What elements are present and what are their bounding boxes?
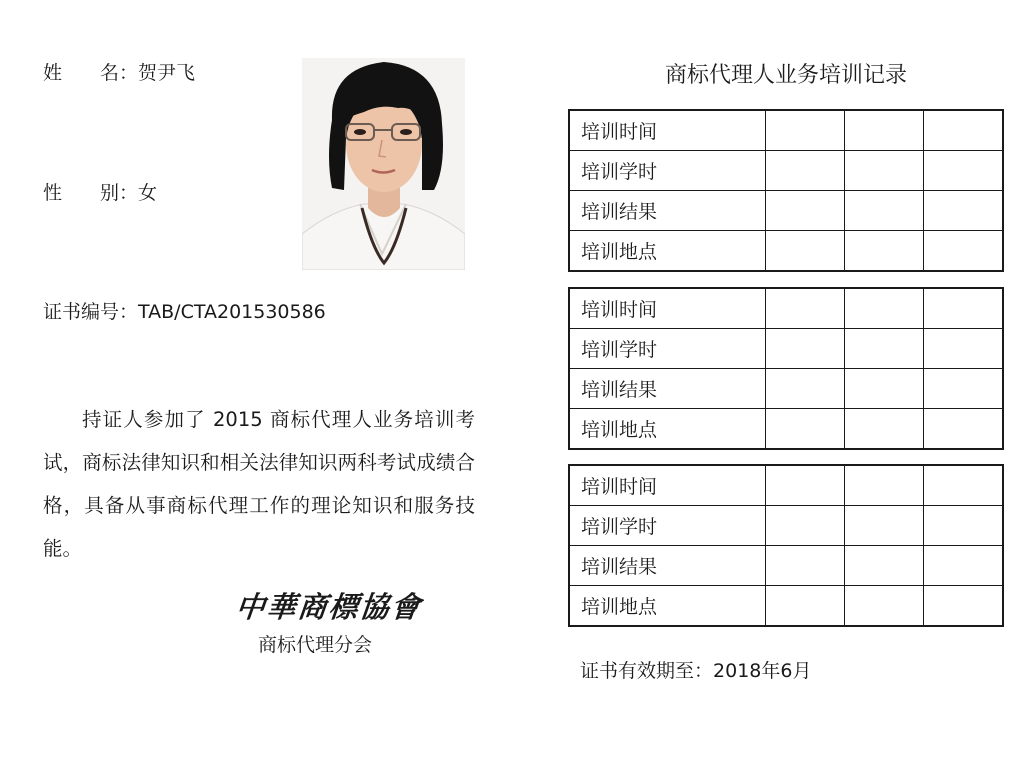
gender-field [43, 178, 157, 205]
row-label-training-location: 培训地点 [569, 586, 765, 627]
row-label-training-location: 培训地点 [569, 409, 765, 450]
gender-label: 性 别： [43, 182, 139, 204]
issuer-sub-name: 商标代理分会 [258, 634, 373, 656]
row-label-training-result: 培训结果 [569, 546, 765, 586]
name-value: 贺尹飞 [138, 62, 196, 84]
validity-value: 2018年6月 [713, 660, 812, 682]
row-label-training-result: 培训结果 [569, 369, 765, 409]
table-row [569, 151, 1003, 191]
row-label-training-hours: 培训学时 [569, 151, 765, 191]
table-row [569, 465, 1003, 506]
table-row [569, 191, 1003, 231]
table-row [569, 231, 1003, 272]
training-record-table-1 [568, 109, 1004, 272]
table-row [569, 586, 1003, 627]
validity-label: 证书有效期至： [580, 660, 714, 682]
certification-statement: 持证人参加了 2015 商标代理人业务培训考试，商标法律知识和相关法律知识两科考试成绩合格，具备从事商标代理工作的理论知识和服务技能。 [43, 408, 475, 560]
row-label-training-hours: 培训学时 [569, 329, 765, 369]
name-field [43, 58, 195, 85]
holder-photo [302, 58, 465, 270]
issuer-seal-name: 中華商標協會 [234, 590, 424, 624]
row-label-training-location: 培训地点 [569, 231, 765, 272]
training-record-title: 商标代理人业务培训记录 [664, 63, 907, 88]
validity-field [580, 656, 811, 683]
cert-number-value: TAB/CTA201530586 [138, 301, 326, 323]
cert-number-field [43, 297, 326, 324]
row-label-training-time: 培训时间 [569, 288, 765, 329]
training-record-table-2 [568, 287, 1004, 450]
training-record-table-3 [568, 464, 1004, 627]
cert-number-label: 证书编号： [43, 301, 139, 323]
gender-value: 女 [138, 182, 158, 204]
table-row [569, 369, 1003, 409]
row-label-training-result: 培训结果 [569, 191, 765, 231]
name-label: 姓 名： [43, 62, 139, 84]
table-row [569, 329, 1003, 369]
table-row [569, 546, 1003, 586]
row-label-training-hours: 培训学时 [569, 506, 765, 546]
table-row [569, 110, 1003, 151]
row-label-training-time: 培训时间 [569, 110, 765, 151]
table-row [569, 506, 1003, 546]
row-label-training-time: 培训时间 [569, 465, 765, 506]
table-row [569, 409, 1003, 450]
table-row [569, 288, 1003, 329]
